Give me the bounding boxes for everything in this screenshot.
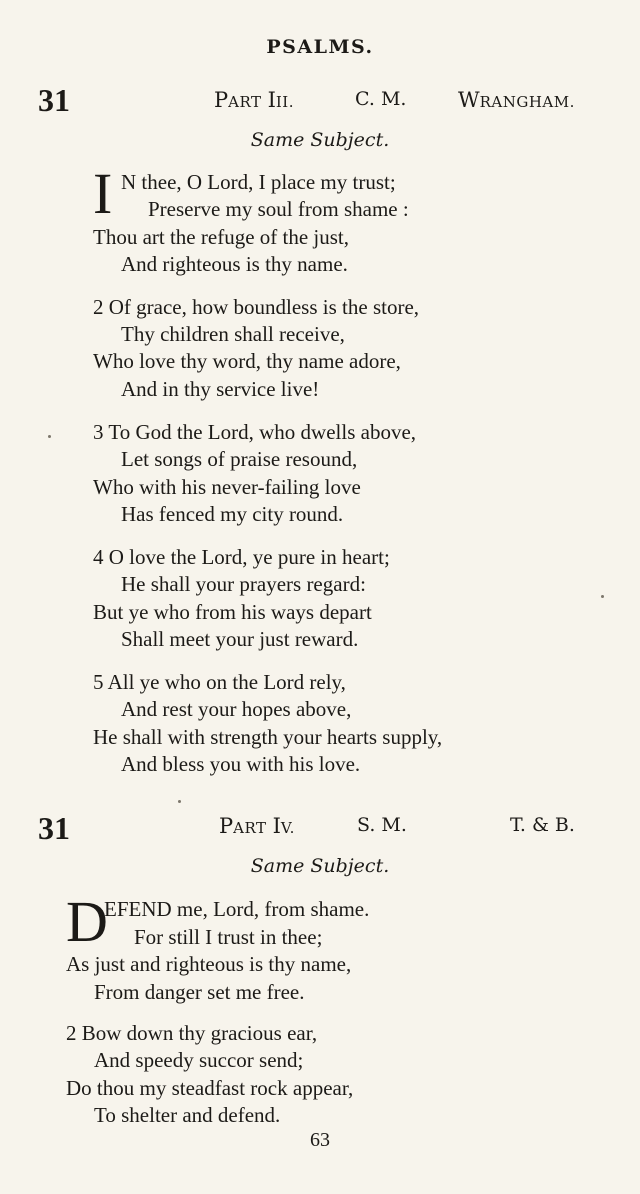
- hymn-subject: Same Subject.: [250, 129, 390, 151]
- verse-line: N thee, O Lord, I place my trust;: [121, 170, 396, 194]
- verse-line: Who with his never-failing love: [93, 475, 361, 499]
- hymn-number: 31: [38, 82, 70, 118]
- hymn-subject: Same Subject.: [250, 855, 390, 877]
- verse-line: And bless you with his love.: [121, 752, 361, 776]
- print-speck: [48, 435, 51, 438]
- verse-line: Thy children shall receive,: [121, 322, 345, 346]
- drop-cap: I: [93, 161, 113, 226]
- hymn-meter: C. M.: [355, 88, 407, 110]
- verse-line: 2 Bow down thy gracious ear,: [66, 1021, 318, 1045]
- hymn-number: 31: [38, 810, 70, 846]
- verse-line: And speedy succor send;: [94, 1048, 304, 1072]
- hymn-part: PART IV.: [219, 814, 295, 838]
- verse-line: Preserve my soul from shame :: [148, 197, 409, 221]
- verse-line: Has fenced my city round.: [121, 502, 344, 526]
- verse-line: And rest your hopes above,: [121, 697, 352, 721]
- verse-line: He shall your prayers regard:: [121, 572, 366, 596]
- verse-line: For still I trust in thee;: [134, 925, 323, 949]
- verse-line: Let songs of praise resound,: [121, 447, 358, 471]
- verse-line: And in thy service live!: [121, 377, 320, 401]
- verse-line: Who love thy word, thy name adore,: [93, 349, 401, 373]
- verse-line: 2 Of grace, how boundless is the store,: [93, 295, 420, 319]
- verse-line: Shall meet your just reward.: [121, 627, 359, 651]
- verse-line: EFEND me, Lord, from shame.: [104, 897, 370, 921]
- verse-line: To shelter and defend.: [94, 1103, 281, 1127]
- hymn-author: T. & B.: [510, 814, 575, 836]
- verse-line: Thou art the refuge of the just,: [93, 225, 349, 249]
- verse-line: 4 O love the Lord, ye pure in heart;: [93, 545, 390, 569]
- verse-line: He shall with strength your hearts supply,: [93, 725, 443, 749]
- hymn-part: PART III.: [214, 88, 294, 112]
- verse-line: And righteous is thy name.: [121, 252, 348, 276]
- verse-line: But ye who from his ways depart: [93, 600, 372, 624]
- verse-line: Do thou my steadfast rock appear,: [66, 1076, 354, 1100]
- page-number: 63: [310, 1129, 330, 1151]
- running-head: PSALMS.: [266, 36, 374, 58]
- hymn-author: WRANGHAM.: [458, 88, 575, 112]
- drop-cap: D: [66, 889, 108, 954]
- verse-line: As just and righteous is thy name,: [66, 952, 352, 976]
- verse-line: From danger set me free.: [94, 980, 305, 1004]
- print-speck: [178, 800, 181, 803]
- print-speck: [601, 595, 604, 598]
- hymn-meter: S. M.: [357, 814, 407, 836]
- verse-line: 3 To God the Lord, who dwells above,: [93, 420, 417, 444]
- verse-line: 5 All ye who on the Lord rely,: [93, 670, 346, 694]
